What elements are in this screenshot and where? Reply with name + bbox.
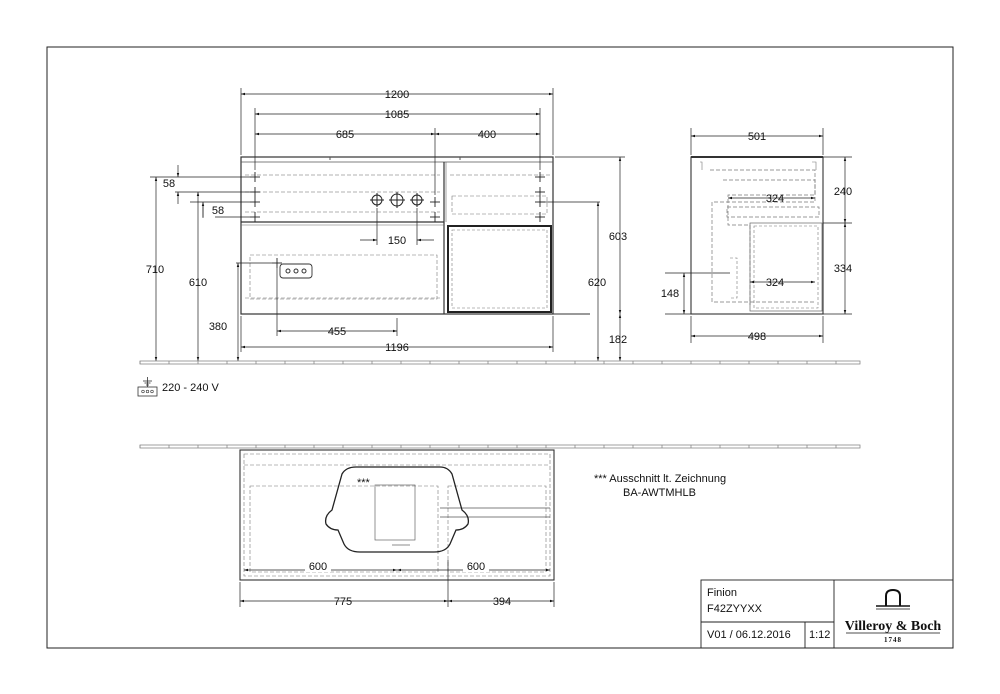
drawing-border [47,47,953,648]
dim-height-334: 334 [833,263,853,275]
side-view [661,128,852,343]
dim-inner-upper: 324 [765,193,785,205]
version-date: V01 / 06.12.2016 [707,629,791,641]
front-view [146,88,627,361]
power-supply-icon [138,377,157,396]
floor-line [140,361,860,364]
dim-left-offset: 775 [333,596,353,608]
dim-height-380: 380 [208,321,228,333]
dim-height-603: 603 [608,231,628,243]
dim-height-148: 148 [660,288,680,300]
dim-drain-offset: 455 [327,326,347,338]
dim-cutout-right: 600 [466,561,486,573]
dim-offset-58-b: 58 [211,205,225,217]
dim-depth-bottom: 498 [747,331,767,343]
dim-inner-lower: 324 [765,277,785,289]
dim-width-1085: 1085 [384,109,410,121]
series-name: Finion [707,587,737,599]
logo-year: 1748 [884,636,902,644]
dim-left-section: 685 [335,129,355,141]
dim-tap-spacing: 150 [387,235,407,247]
dim-cutout-left: 600 [308,561,328,573]
voltage-label: 220 - 240 V [162,382,219,394]
logo-wordmark: Villeroy & Boch [844,619,942,634]
cutout-note-line2: BA-AWTMHLB [623,487,696,499]
article-number: F42ZYYXX [707,603,763,615]
cutout-marker: *** [357,477,370,489]
dim-height-240: 240 [833,186,853,198]
top-view [240,450,554,608]
scale: 1:12 [809,629,831,641]
dim-right-section: 400 [477,129,497,141]
basin-cutout [326,467,469,552]
dim-bottom-width: 1196 [385,342,409,354]
dim-depth-top: 501 [747,131,767,143]
dim-height-710: 710 [145,264,165,276]
dim-height-182: 182 [608,334,628,346]
wall-line [140,445,860,448]
dim-overall-width: 1200 [384,89,410,101]
villeroy-boch-logo [845,590,942,644]
dim-right-offset: 394 [492,596,512,608]
dim-height-610: 610 [188,277,208,289]
cutout-note-line1: *** Ausschnitt lt. Zeichnung [594,473,727,485]
dim-height-620: 620 [587,277,607,289]
tap-fittings [370,192,424,208]
dim-offset-58-a: 58 [162,178,176,190]
